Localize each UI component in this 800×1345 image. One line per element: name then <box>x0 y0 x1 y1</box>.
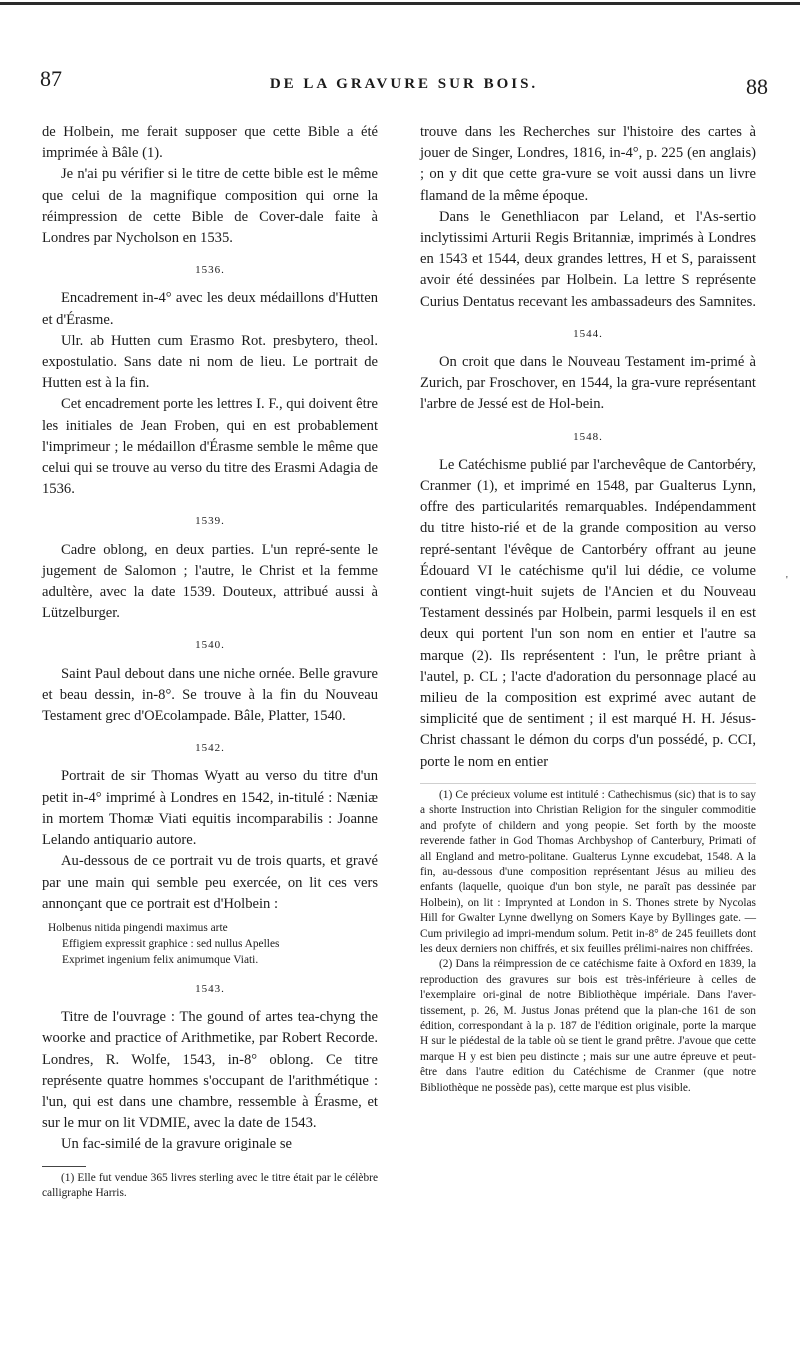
footnote-divider <box>42 1166 86 1167</box>
paragraph: Titre de l'ouvrage : The gound of artes tea-chyng the woorke and practice of Arithmetike, par Robert Recorde. Londres, R. Wolfe, 1543, in-8° oblong. Ce titre représente quatre hommes s'occupant de l'arithmétique : l'un, qui est dans une chambre, ressemble à Érasme, et sur le mur on lit VDMIE, avec la date de 1543. <box>42 1009 378 1132</box>
left-column <box>42 122 378 1201</box>
verse-line: Holbenus nitida pingendi maximus arte <box>48 921 228 934</box>
running-header <box>40 56 768 99</box>
margin-mark: ' <box>786 575 788 586</box>
year-heading: 1536. <box>195 264 225 277</box>
paragraph: Un fac-similé de la gravure originale se <box>61 1136 292 1153</box>
verse-line: Exprimet ingenium felix animumque Viati. <box>62 953 259 966</box>
paragraph: Je n'ai pu vérifier si le titre de cette bible est le même que celui de la magnifique composition qui orne la réimpression de cette Bible de Cover-dale faite à Londres par Nycholson en 1535. <box>42 166 378 247</box>
page-number-left: 87 <box>40 66 62 91</box>
paragraph: Dans le Genethliacon par Leland, et l'As-sertio inclytissimi Arturii Regis Britanniæ, imprimés à Londres en 1543 et 1544, deux grandes lettres, H et S, paraissent avoir été dessinées par Holbein. La lettre S représente Curius Dentatus recevant les ambassadeurs des Samnites. <box>420 208 756 310</box>
paragraph: Ulr. ab Hutten cum Erasmo Rot. presbytero, theol. expostulatio. Sans date ni nom de lieu. Le portrait de Hutten est à la fin. <box>42 332 378 392</box>
right-column <box>420 122 756 1096</box>
year-heading: 1544. <box>573 327 603 340</box>
latin-verse <box>42 920 378 968</box>
year-heading: 1542. <box>195 742 225 755</box>
paragraph: de Holbein, me ferait supposer que cette Bible a été imprimée à Bâle (1). <box>42 124 378 162</box>
verse-line: Effigiem expressit graphice : sed nullus Apelles <box>62 937 280 950</box>
paragraph: On croit que dans le Nouveau Testament im-primé à Zurich, par Froschover, en 1544, la gra-vure représentant l'arbre de Jessé est de Hol-bein. <box>420 354 756 413</box>
year-heading: 1539. <box>195 515 225 528</box>
footnote: (1) Ce précieux volume est intitulé : Cathechismus (sic) that is to say a shorte Instruction into Christian Religion for the singuler commoditie and profyte of childern and yong peopie. Set forth by the mooste reverende father in God Thomas Archbyshop of Canterbury, Primati of all England and metro-politane. Gualterus Lynne excudebat, 1548. A la fin, au-dessous d'une composition représentant Jésus au milieu des enfants (laquelle, quoique d'un bon style, ne paraît pas dessinée par Holbein), on lit : Imprynted at London in S. Thones strete by Nycolas Hill for Gwalter Lynne dwellyng on Somers Kaye by Byllinges gate. — Cum privilegio ad impri-mendum solum. Petit in-8° de 245 feuillets dont les deux derniers non chiffrés, et six feuilles prélimi-naires non chiffrées. <box>420 788 756 955</box>
running-title: DE LA GRAVURE SUR BOIS. <box>269 76 539 92</box>
footnote: (1) Elle fut vendue 365 livres sterling avec le titre était par le célèbre calligraphe Harris. <box>42 1171 378 1199</box>
paragraph: Au-dessous de ce portrait vu de trois quarts, et gravé par une main qui semble peu exercée, on lit ces vers annonçant que ce portrait est d'Holbein : <box>42 853 378 912</box>
paragraph: trouve dans les Recherches sur l'histoire des cartes à jouer de Singer, Londres, 1816, in-4°, p. 225 (en anglais) ; on y dit que cette gra-vure se voit aussi dans un livre flamand de la même époque. <box>420 124 756 204</box>
footnote-divider <box>420 783 756 784</box>
paragraph: Cadre oblong, en deux parties. L'un repré-sente le jugement de Salomon ; l'autre, le Christ et la femme adultère, avec la date 1539. Douteux, attribué aussi à Lützelburger. <box>42 541 378 622</box>
paragraph: Le Catéchisme publié par l'archevêque de Cantorbéry, Cranmer (1), et imprimé en 1548, par Gualterus Lynn, offre des particularités remarquables. Indépendamment du titre histo-rié et de la grande composition au verso repré-sentant l'évêque de Cantorbéry offrant au jeune Édouard VI le catéchisme qu'il lui dédie, ce volume contient vingt-huit sujets de l'Ancien et du Nouveau Testament dessinés par Holbein, parmi lesquels il en est deux qui portent l'un son nom en entier et l'autre sa marque (2). Ils représentent : l'un, le prêtre priant à l'autel, p. CL ; l'acte d'adoration du personnage placé au milieu de la composition est exprimé avec autant de simplicité que de sentiment ; il est marqué H. H. Jésus-Christ chassant le démon du corps d'un possédé, p. CCI, porte le nom en entier <box>420 456 756 770</box>
footnote: (2) Dans la réimpression de ce catéchisme faite à Oxford en 1839, la reproduction des gravures sur bois est très-inférieure à celles de l'exemplaire ori-ginal de notre Bibliothèque impériale. Dans l'aver-tissement, p. 26, M. Justus Jonas prétend que la plan-che 161 de son édition, correspondant à la p. 187 de l'édition originale, porte la marque H sur le piédestal de la table où se tient le grand prêtre. J'avoue que cette marque H y est bien peu distincte ; mais sur une autre épreuve et peut-être dans l'autre edition du Catéchisme de Cranmer (que notre Bibliothèque ne possède pas), cette marque est plus visible. <box>420 958 756 1094</box>
paragraph: Cet encadrement porte les lettres I. F., qui doivent être les initiales de Jean Froben, qui en est probablement l'imprimeur ; le médaillon d'Érasme semble le même que celui qui se trouve au verso du titre des Erasmi Adagia de 1536. <box>42 396 378 498</box>
paragraph: Encadrement in-4° avec les deux médaillons d'Hutten et d'Érasme. <box>42 290 378 328</box>
page-number-right: 88 <box>746 74 768 99</box>
year-heading: 1548. <box>573 430 603 443</box>
year-heading: 1540. <box>195 639 225 652</box>
paragraph: Portrait de sir Thomas Wyatt au verso du titre d'un petit in-4° imprimé à Londres en 1542, in-titulé : Næniæ in mortem Thomæ Viati equitis incomparabilis : Joanne Lelando antiquario autore. <box>42 768 378 849</box>
page-top-border <box>0 2 800 5</box>
paragraph: Saint Paul debout dans une niche ornée. Belle gravure et beau dessin, in-8°. Se trouve à la fin du Nouveau Testament grec d'OEcolampade. Bâle, Platter, 1540. <box>42 665 378 725</box>
year-heading: 1543. <box>195 982 225 995</box>
